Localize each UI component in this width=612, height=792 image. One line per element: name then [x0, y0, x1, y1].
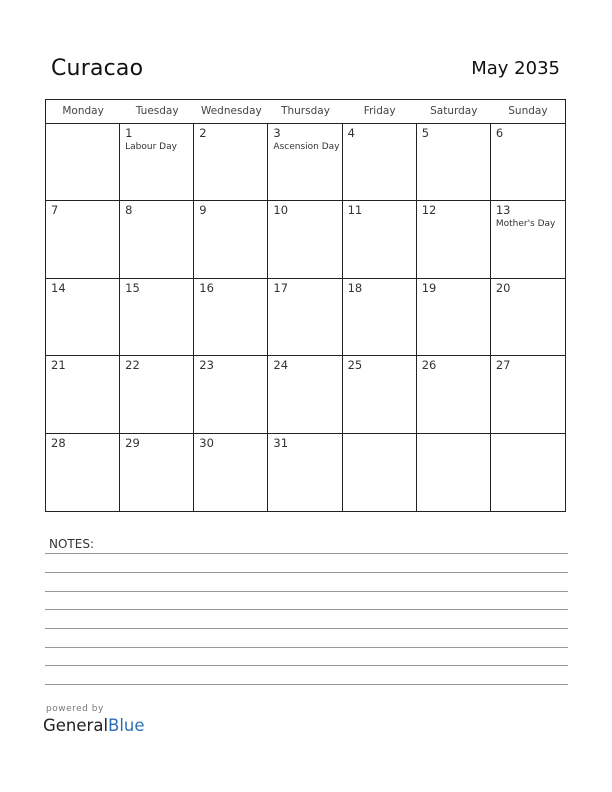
brand-general: General — [43, 716, 109, 735]
holiday-label: Mother's Day — [495, 219, 556, 230]
note-line — [45, 665, 568, 666]
note-line — [45, 572, 568, 573]
day-cell — [343, 201, 417, 277]
day-cell — [194, 201, 268, 277]
calendar-week-row — [46, 201, 565, 278]
day-cell — [46, 124, 120, 200]
day-number: 4 — [347, 126, 355, 140]
weekday-monday: Monday — [62, 105, 104, 117]
day-cell — [343, 124, 417, 200]
day-number: 29 — [125, 435, 140, 450]
day-cell — [417, 434, 491, 511]
day-cell — [268, 356, 342, 432]
note-line — [45, 628, 568, 629]
weekday-header-row — [46, 100, 565, 124]
day-number: 3 — [273, 126, 281, 140]
day-number: 11 — [347, 203, 363, 218]
day-cell — [120, 356, 194, 432]
month-calendar-grid — [45, 99, 566, 512]
calendar-weeks — [46, 124, 565, 511]
powered-by-text: powered by — [46, 704, 104, 714]
day-cell — [46, 201, 120, 277]
day-number: 2 — [199, 126, 207, 140]
day-number: 10 — [273, 203, 289, 218]
weekday-tuesday: Tuesday — [135, 105, 179, 117]
day-number: 19 — [421, 280, 437, 295]
day-cell — [268, 201, 342, 277]
day-cell — [417, 279, 491, 355]
note-line — [45, 647, 568, 648]
day-number: 1 — [125, 126, 133, 140]
calendar-week-row — [46, 356, 565, 433]
day-cell — [120, 434, 194, 511]
calendar-week-row — [46, 434, 565, 511]
brand-blue: Blue — [108, 716, 145, 735]
day-cell — [491, 124, 565, 200]
day-cell — [268, 279, 342, 355]
day-cell — [120, 124, 194, 200]
day-cell — [417, 356, 491, 432]
holiday-label: Labour Day — [125, 142, 177, 152]
day-cell — [194, 434, 268, 511]
day-cell — [194, 124, 268, 200]
note-line — [45, 684, 568, 685]
day-number: 25 — [347, 358, 363, 373]
day-cell — [194, 279, 268, 355]
day-number: 23 — [199, 358, 214, 373]
day-number: 15 — [125, 280, 140, 295]
day-number: 8 — [125, 203, 133, 218]
day-number: 16 — [199, 280, 214, 295]
day-number: 14 — [51, 280, 66, 295]
day-number: 6 — [495, 126, 504, 140]
day-number: 20 — [495, 280, 511, 295]
day-number: 13 — [495, 203, 511, 218]
holiday-label: Ascension Day — [273, 142, 340, 152]
day-number: 9 — [199, 203, 207, 218]
day-number: 12 — [421, 203, 437, 218]
calendar-month-year: May 2035 — [471, 58, 560, 79]
day-cell — [120, 201, 194, 277]
note-line — [45, 609, 568, 610]
day-number: 30 — [199, 435, 214, 450]
day-cell — [46, 434, 120, 511]
weekday-saturday: Saturday — [430, 105, 478, 117]
day-cell — [491, 434, 565, 511]
day-cell — [268, 124, 342, 200]
day-cell — [491, 356, 565, 432]
weekday-friday: Friday — [363, 105, 396, 117]
day-number: 17 — [273, 280, 289, 295]
weekday-wednesday: Wednesday — [200, 105, 262, 117]
day-number: 21 — [51, 358, 66, 373]
day-cell — [194, 356, 268, 432]
generalblue-logo[interactable] — [43, 716, 145, 735]
day-number: 18 — [347, 280, 363, 295]
day-number: 22 — [125, 358, 140, 373]
day-cell — [268, 434, 342, 511]
note-line — [45, 553, 568, 554]
day-number: 31 — [273, 435, 289, 450]
day-number: 5 — [421, 126, 430, 140]
calendar-country-title: Curacao — [51, 56, 144, 81]
day-number: 24 — [273, 358, 289, 373]
day-cell — [417, 201, 491, 277]
notes-label: NOTES: — [49, 537, 94, 551]
day-cell — [417, 124, 491, 200]
day-cell — [120, 279, 194, 355]
weekday-sunday: Sunday — [508, 105, 548, 117]
day-number: 7 — [51, 203, 59, 218]
day-cell — [343, 434, 417, 511]
day-cell — [491, 279, 565, 355]
calendar-week-row — [46, 124, 565, 201]
day-number: 27 — [495, 358, 511, 373]
day-cell — [343, 279, 417, 355]
calendar-week-row — [46, 279, 565, 356]
day-cell — [46, 356, 120, 432]
day-number: 28 — [51, 435, 66, 450]
day-cell — [491, 201, 565, 277]
day-number: 26 — [421, 358, 437, 373]
weekday-thursday: Thursday — [281, 105, 330, 117]
note-line — [45, 591, 568, 592]
day-cell — [343, 356, 417, 432]
day-cell — [46, 279, 120, 355]
